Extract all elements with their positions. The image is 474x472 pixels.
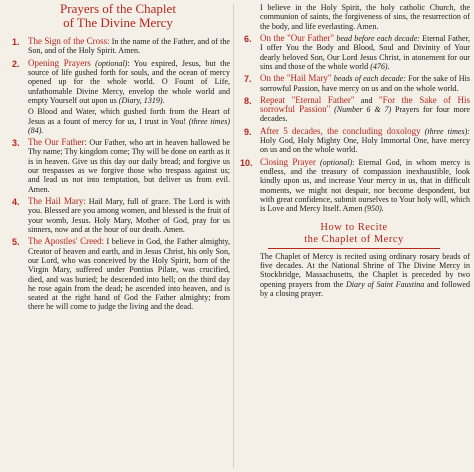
item-heading-join: and [354, 95, 379, 105]
item-text: Prayers for four more decades. [260, 105, 470, 124]
how-to-heading [238, 222, 470, 246]
item-heading: The Sign of the Cross: [28, 36, 110, 46]
item-text: : You expired, Jesus, but the source of life gushed forth for souls, and the ocean of mercy opened up for the whole world. O Fount of Life, unfathomable Divine Mercy, envelop the whole world and empty Yourself out upon us [28, 58, 230, 105]
how-to-section [238, 222, 470, 299]
how-to-paragraph [238, 252, 470, 299]
item-heading: On the "Hail Mary" [260, 73, 332, 84]
item-citation-2: (three times) (84). [28, 116, 231, 135]
item-heading: The Our Father: [28, 137, 87, 148]
prayer-item-4 [6, 197, 230, 234]
prayer-item-7 [238, 74, 470, 93]
item-text: Our Father, who art in heaven hallowed be Thy name; Thy kingdom come; Thy will be done on earth as it is in heaven. Give us this day our daily bread; and forgive us our trespasses as we forgive those who trespass against us; and lead us not into temptation, but deliver us from evil. Amen. [28, 138, 230, 194]
heading-rule [268, 248, 440, 249]
page-title [6, 2, 230, 30]
item-number: 10. [240, 157, 253, 168]
item-note: (optional) [315, 157, 353, 167]
item-number: 9. [244, 126, 252, 137]
creed-continuation-text: I believe in the Holy Spirit, the holy catholic Church, the communion of saints, the forgiveness of sins, the resurrection of the body, and life everlasting. Amen. [260, 3, 470, 31]
column-divider [233, 4, 234, 468]
how-to-heading-line-2: the Chaplet of Mercy [304, 233, 404, 245]
item-number: 5. [12, 237, 20, 248]
item-heading: Repeat "Eternal Father" [260, 94, 355, 105]
item-number: 6. [244, 33, 252, 44]
item-citation: (476). [370, 61, 390, 71]
item-note: (optional) [90, 58, 128, 68]
item-note: (Number 6 & 7) [330, 105, 392, 115]
prayer-item-6 [238, 34, 470, 71]
item-text: Hail Mary, full of grace. The Lord is with you. Blessed are you among women, and blessed is the fruit of your womb, Jesus. Holy Mary, Mother of God, pray for us sinners, now and at the hour of our death. Amen. [28, 197, 230, 234]
item-number: 4. [12, 197, 20, 207]
item-note: bead before each decade: [334, 33, 420, 43]
title-line-2: of The Divine Mercy [63, 15, 173, 30]
item-text: Eternal Father, I offer You the Body and Blood, Soul and Divinity of Your dearly beloved Son, Our Lord Jesus Christ, in atonement for our sins and those of the whole world [260, 33, 470, 71]
item-heading: Opening Prayers [28, 57, 91, 68]
item-text: Holy God, Holy Mighty One, Holy Immortal One, have mercy on us and on the whole world. [260, 136, 470, 155]
how-to-text: The Chaplet of Mercy is recited using ordinary rosary beads of five decades. At the National Shrine of The Divine Mercy in Stockbridge, Massachusetts, the Chaplet is preceded by two opening prayers from the [260, 251, 470, 289]
item-heading-2: "For the Sake of His sorrowful Passion" [260, 94, 470, 115]
title-line-1: Prayers of the Chaplet [60, 1, 176, 16]
item-text: In the name of the Father, and of the Son, and of the Holy Spirit. Amen. [28, 37, 231, 56]
item-number: 2. [12, 58, 20, 69]
item-heading: After 5 decades, the concluding doxology [260, 125, 421, 136]
creed-continuation [238, 3, 470, 31]
right-column [238, 0, 470, 298]
item-heading: The Apostles' Creed: [28, 236, 105, 247]
item-note: beads of each decade: [331, 74, 406, 84]
item-text-2: O Blood and Water, which gushed forth from the Heart of Jesus as a fount of mercy for us, I trust in You! [28, 107, 230, 126]
item-citation: (950). [364, 204, 384, 214]
prayer-item-9 [238, 127, 470, 155]
prayer-item-5 [6, 237, 230, 312]
item-number: 3. [12, 138, 20, 149]
item-heading: The Hail Mary: [28, 196, 86, 206]
item-number: 1. [12, 37, 20, 47]
item-text: I believe in God, the Father almighty, Creator of heaven and earth, and in Jesus Christ, his only Son, our Lord, who was conceived by the Holy Spirit, born of the Virgin Mary, suffered under Pontius Pilate, was crucified, died, and was buried; he descended into hell; on the third day he rose again from the dead; he ascended into heaven, and is seated at the right hand of God the Father almighty; from there he will come to judge the living and the dead. [28, 237, 231, 312]
how-to-text-2: and followed by a closing prayer. [260, 279, 470, 298]
prayer-item-8 [238, 96, 470, 124]
left-column [6, 0, 230, 312]
item-heading: On the "Our Father" [260, 32, 335, 43]
item-heading: Closing Prayer [260, 156, 316, 167]
item-text: For the sake of His sorrowful Passion, have mercy on us and on the whole world. [260, 74, 470, 93]
item-note: (three times): [420, 126, 470, 136]
item-number: 8. [244, 95, 252, 106]
how-to-heading-line-1: How to Recite [320, 221, 388, 233]
prayer-item-3 [6, 138, 230, 194]
item-number: 7. [244, 74, 252, 85]
item-citation: (Diary, 1319). [118, 95, 165, 105]
prayer-item-1 [6, 37, 230, 56]
prayer-item-2 [6, 59, 230, 136]
item-text: : Eternal God, in whom mercy is endless, and the treasury of compassion inexhaustible, look kindly upon us, and increase Your mercy in us, that in difficult moments, we might not despair, nor become despondent, but with great confidence, submit ourselves to Your holy will, which is Love and Mercy Itself. Amen [260, 157, 470, 214]
how-to-citation: Diary of Saint Faustina [345, 279, 425, 289]
prayer-item-10 [238, 158, 470, 214]
